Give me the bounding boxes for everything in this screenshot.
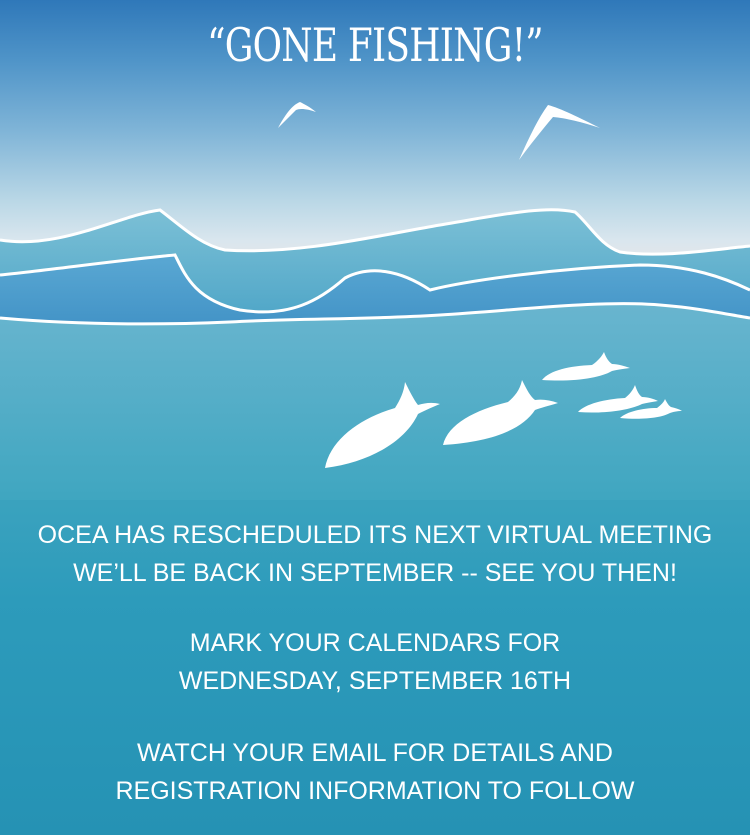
seagull-icon bbox=[519, 105, 600, 160]
seagull-icon bbox=[278, 102, 316, 128]
headline: “GONE FISHING!” bbox=[207, 18, 543, 72]
message-line: WEDNESDAY, SEPTEMBER 16TH bbox=[178, 667, 572, 695]
message-line: WATCH YOUR EMAIL FOR DETAILS AND bbox=[137, 739, 613, 767]
reschedule-message bbox=[0, 516, 750, 592]
message-line: OCEA HAS RESCHEDULED ITS NEXT VIRTUAL MEETING bbox=[37, 521, 713, 549]
message-line: WE’LL BE BACK IN SEPTEMBER -- SEE YOU THEN! bbox=[73, 559, 677, 587]
date-message bbox=[0, 624, 750, 700]
message-line: REGISTRATION INFORMATION TO FOLLOW bbox=[115, 777, 635, 805]
email-message bbox=[0, 734, 750, 810]
message-line: MARK YOUR CALENDARS FOR bbox=[189, 629, 561, 657]
